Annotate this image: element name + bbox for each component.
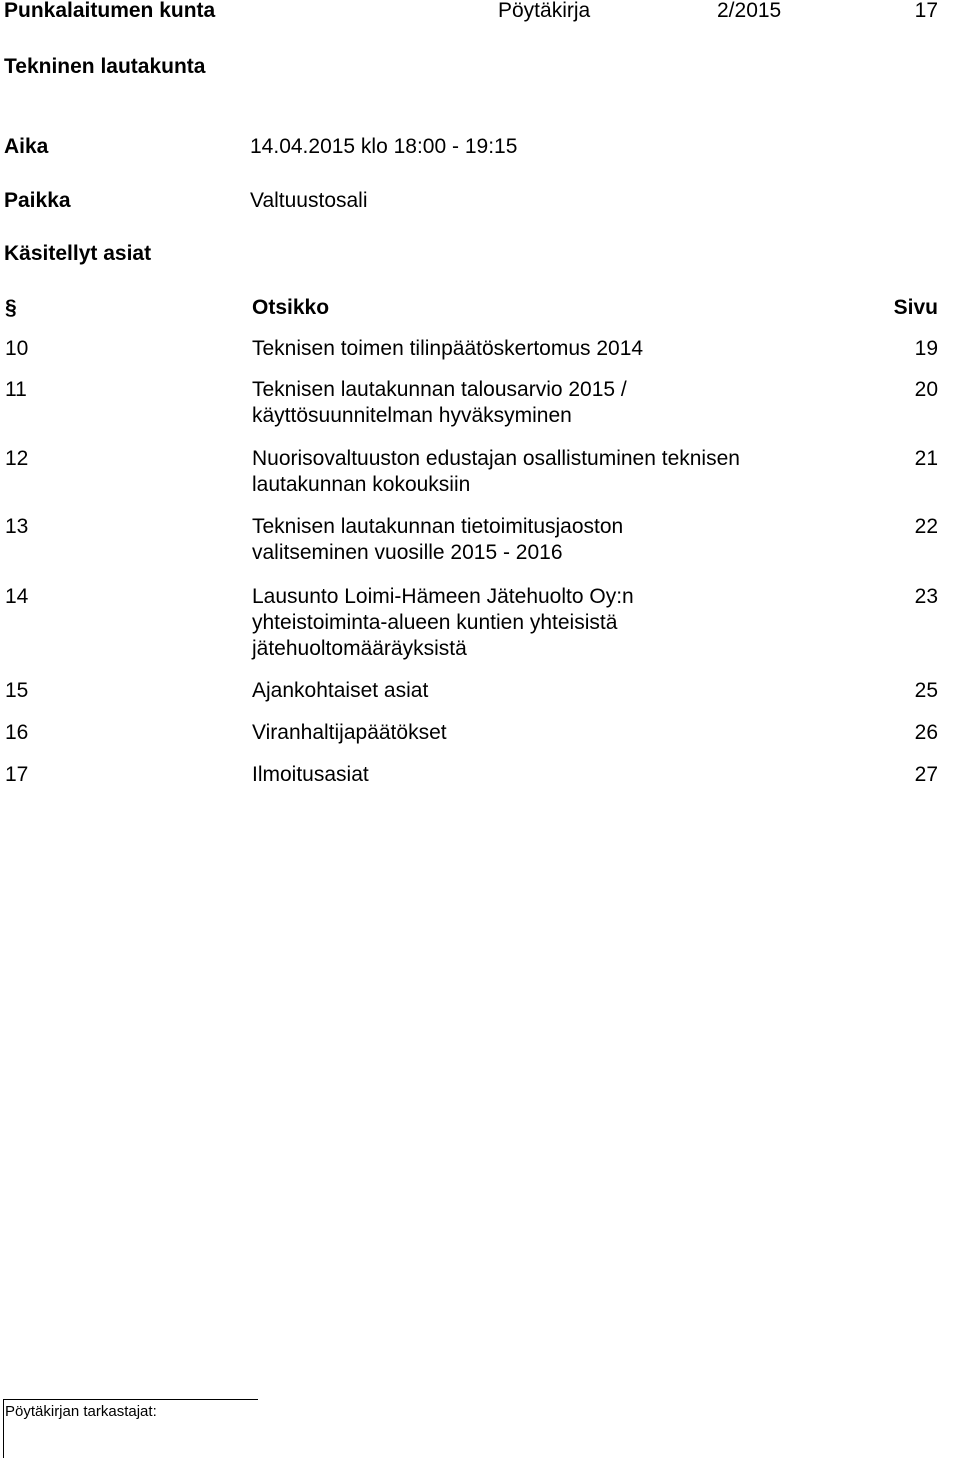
agenda-item-number: 15 (5, 679, 29, 702)
document-number: 2/2015 (717, 0, 782, 22)
committee-name: Tekninen lautakunta (4, 55, 206, 78)
agenda-item-title (252, 377, 812, 429)
agenda-item-title-line: Ajankohtaiset asiat (252, 679, 429, 702)
time-value: 14.04.2015 klo 18:00 - 19:15 (250, 135, 518, 158)
agenda-item-title-line: Teknisen lautakunnan talousarvio 2015 / (252, 378, 627, 401)
document-type: Pöytäkirja (498, 0, 591, 22)
agenda-item-title-line: käyttösuunnitelman hyväksyminen (252, 404, 572, 427)
column-page-header: Sivu (893, 296, 938, 319)
agenda-item-number: 11 (5, 378, 27, 401)
agenda-item-title (252, 720, 812, 746)
agenda-item-title-line: Ilmoitusasiat (252, 763, 369, 786)
agenda-item-title-line: Teknisen toimen tilinpäätöskertomus 2014 (252, 337, 644, 360)
place-value: Valtuustosali (250, 189, 368, 212)
agenda-item-page: 27 (914, 763, 938, 786)
agenda-item-title-line: jätehuoltomääräyksistä (252, 637, 467, 660)
agenda-item-number: 10 (5, 337, 29, 360)
agenda-item-title (252, 762, 812, 788)
agenda-item-title-line: Lausunto Loimi-Hämeen Jätehuolto Oy:n (252, 585, 634, 608)
agenda-item-number: 12 (5, 447, 29, 470)
inspectors-label: Pöytäkirjan tarkastajat: (5, 1403, 157, 1420)
agenda-item-title-line: lautakunnan kokouksiin (252, 473, 471, 496)
agenda-item-page: 26 (914, 721, 938, 744)
time-label: Aika (4, 135, 49, 158)
agenda-item-page: 25 (914, 679, 938, 702)
agenda-item-title-line: yhteistoiminta-alueen kuntien yhteisistä (252, 611, 618, 634)
agenda-item-page: 19 (914, 337, 938, 360)
agenda-item-title (252, 336, 812, 362)
municipality-name: Punkalaitumen kunta (4, 0, 216, 22)
agenda-item-number: 13 (5, 515, 29, 538)
place-label: Paikka (4, 189, 71, 212)
agenda-item-title-line: Nuorisovaltuuston edustajan osallistuminen teknisen (252, 447, 740, 470)
agenda-item-title-line: Teknisen lautakunnan tietoimitusjaoston (252, 515, 624, 538)
agenda-item-page: 20 (914, 378, 938, 401)
section-symbol: § (5, 296, 17, 319)
agenda-item-page: 21 (914, 447, 938, 470)
agenda-item-page: 23 (914, 585, 938, 608)
agenda-item-title (252, 584, 812, 662)
agenda-section-title: Käsitellyt asiat (4, 242, 152, 265)
agenda-item-number: 14 (5, 585, 29, 608)
agenda-item-number: 17 (5, 763, 29, 786)
agenda-item-title (252, 446, 812, 498)
page-number: 17 (914, 0, 938, 22)
agenda-item-number: 16 (5, 721, 29, 744)
agenda-item-title (252, 514, 812, 566)
agenda-item-page: 22 (914, 515, 938, 538)
agenda-item-title-line: valitseminen vuosille 2015 - 2016 (252, 541, 563, 564)
column-title-header: Otsikko (252, 296, 330, 319)
agenda-item-title-line: Viranhaltijapäätökset (252, 721, 447, 744)
agenda-item-title (252, 678, 812, 704)
